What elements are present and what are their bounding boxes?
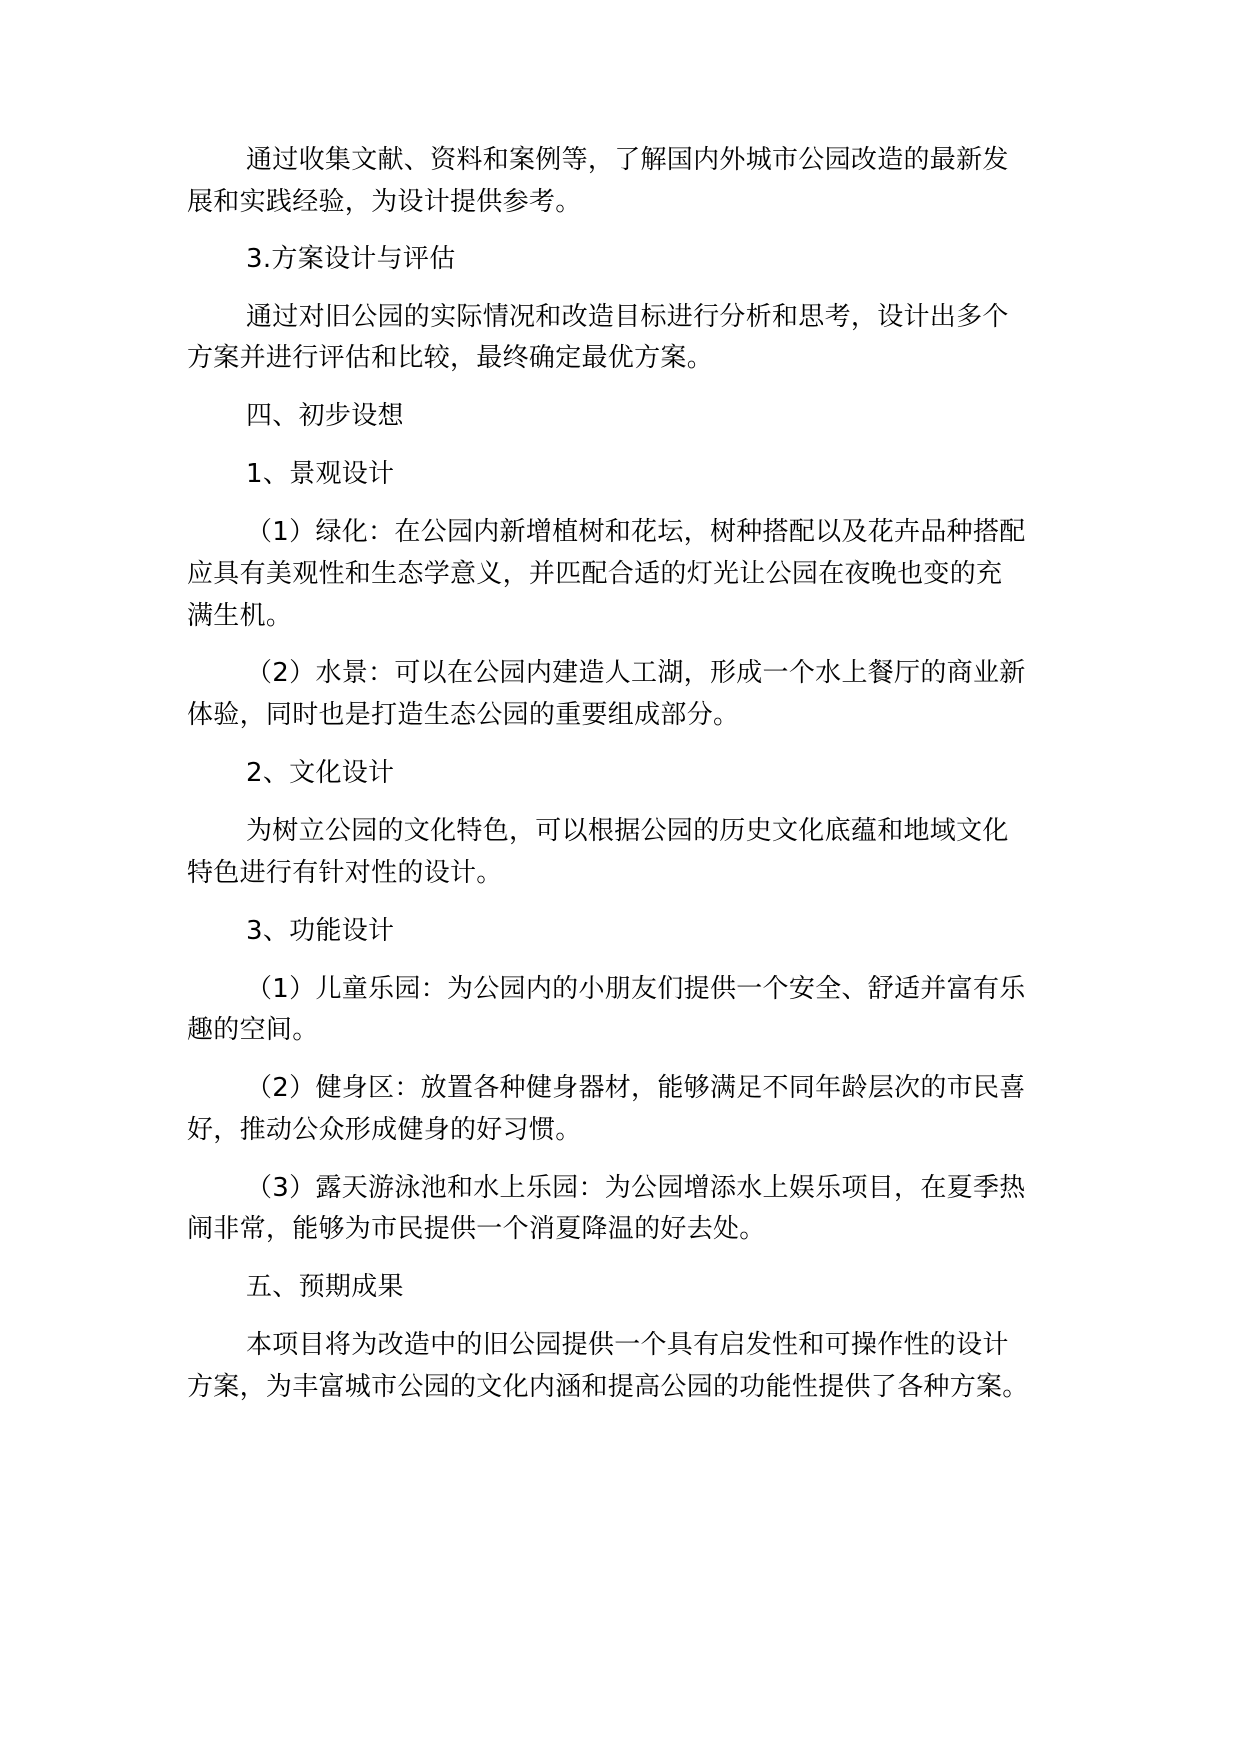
paragraph-line: 方案并进行评估和比较，最终确定最优方案。 bbox=[187, 343, 714, 373]
paragraph-line: （3）露天游泳池和水上乐园：为公园增添水上娱乐项目，在夏季热 bbox=[246, 1173, 1026, 1203]
section-heading: 五、预期成果 bbox=[246, 1272, 404, 1302]
paragraph-line: 体验，同时也是打造生态公园的重要组成部分。 bbox=[187, 700, 740, 730]
paragraph-line: 满生机。 bbox=[187, 601, 293, 631]
section-heading: 3、功能设计 bbox=[246, 916, 395, 946]
section-heading: 四、初步设想 bbox=[246, 401, 404, 431]
paragraph-line: 为树立公园的文化特色，可以根据公园的历史文化底蕴和地域文化 bbox=[246, 816, 1009, 846]
section-heading: 2、文化设计 bbox=[246, 758, 395, 788]
paragraph-line: 趣的空间。 bbox=[187, 1015, 319, 1045]
paragraph-line: 方案，为丰富城市公园的文化内涵和提高公园的功能性提供了各种方案。 bbox=[187, 1372, 1029, 1402]
section-heading: 1、景观设计 bbox=[246, 459, 395, 489]
paragraph-line: 闹非常，能够为市民提供一个消夏降温的好去处。 bbox=[187, 1214, 766, 1244]
section-heading: 3.方案设计与评估 bbox=[246, 244, 456, 274]
paragraph-line: 展和实践经验，为设计提供参考。 bbox=[187, 187, 582, 217]
paragraph-line: （1）绿化：在公园内新增植树和花坛，树种搭配以及花卉品种搭配 bbox=[246, 517, 1026, 547]
paragraph-line: （2）水景：可以在公园内建造人工湖，形成一个水上餐厅的商业新 bbox=[246, 658, 1026, 688]
paragraph-line: 本项目将为改造中的旧公园提供一个具有启发性和可操作性的设计 bbox=[246, 1330, 1009, 1360]
paragraph-line: （2）健身区：放置各种健身器材，能够满足不同年龄层次的市民喜 bbox=[246, 1073, 1026, 1103]
paragraph-line: （1）儿童乐园：为公园内的小朋友们提供一个安全、舒适并富有乐 bbox=[246, 974, 1026, 1004]
paragraph-line: 好，推动公众形成健身的好习惯。 bbox=[187, 1115, 582, 1145]
paragraph-line: 通过对旧公园的实际情况和改造目标进行分析和思考，设计出多个 bbox=[246, 302, 1009, 332]
paragraph-line: 通过收集文献、资料和案例等，了解国内外城市公园改造的最新发 bbox=[246, 145, 1009, 175]
paragraph-line: 应具有美观性和生态学意义，并匹配合适的灯光让公园在夜晚也变的充 bbox=[187, 559, 1003, 589]
paragraph-line: 特色进行有针对性的设计。 bbox=[187, 858, 503, 888]
